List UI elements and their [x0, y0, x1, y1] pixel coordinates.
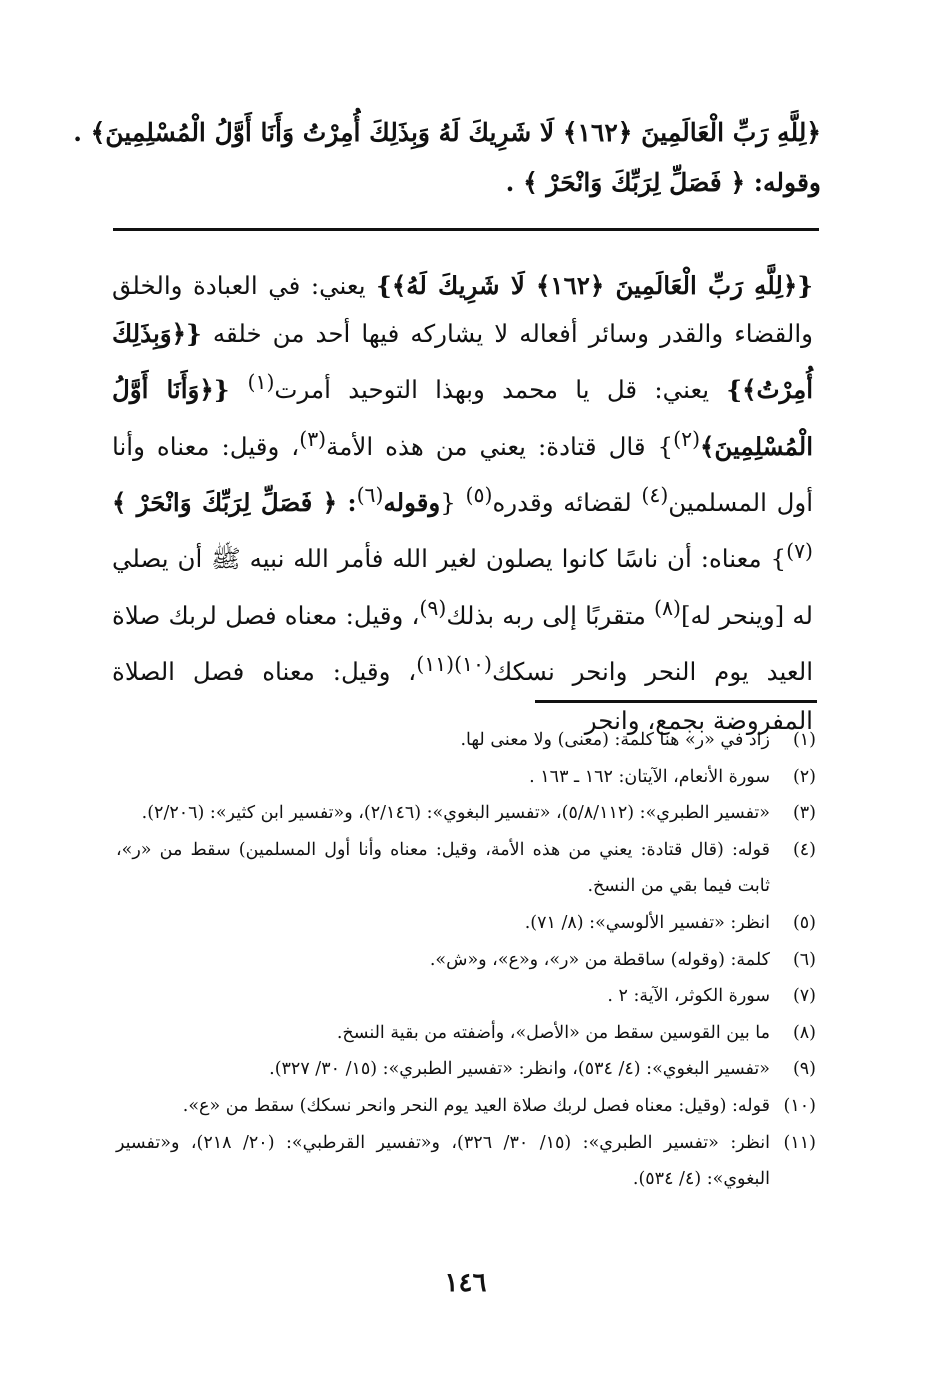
text-run: } معناه: أن ناسًا كانوا يصلون لغير الله فأمر الله نبيه ﷺ أن يصلي له [وينحر له] — [112, 544, 813, 630]
qawluhu-label: وقوله — [383, 488, 441, 518]
footnote — [116, 942, 816, 979]
footnote-text: قوله: (وقيل: معناه فصل لربك صلاة العيد يوم النحر وانحر نسكك) سقط من «ع». — [182, 1095, 770, 1116]
top-verse-block — [73, 108, 821, 208]
footnote-ref[interactable]: (٤) — [641, 483, 669, 508]
quran-quote: : ﴿ فَصَلِّ لِرَبِّكَ وَانْحَرْ ﴾ — [112, 488, 357, 518]
footnote — [116, 905, 816, 942]
footnote-text: سورة الأنعام، الآيتان: ١٦٢ ـ ١٦٣ . — [529, 766, 770, 787]
footnote-text: زاد في «ر» هنا كلمة: (معنى) ولا معنى لها. — [460, 730, 770, 750]
footnote — [116, 832, 816, 905]
footnote-number: (١٠) — [783, 1095, 816, 1116]
text-run: ، وقيل: معناه فصل لربك صلاة العيد يوم النحر وانحر نسكك — [112, 601, 813, 687]
footnote-number: (٨) — [792, 1022, 816, 1043]
footnote-text: قوله: (قال قتادة: يعني من هذه الأمة، وقيل: معناه وأنا أول المسلمين) سقط من «ر»، ثابت فيما بقي من النسخ. — [116, 839, 770, 897]
footnote-ref[interactable]: (٥) — [465, 483, 493, 508]
footnote-ref[interactable]: (٣) — [299, 426, 327, 451]
commentary-text — [112, 262, 813, 745]
footnote-ref[interactable]: (١٠) — [454, 652, 492, 677]
page-number: ١٤٦ — [444, 1268, 487, 1298]
footnote-number: (١١) — [783, 1132, 816, 1153]
footnote-ref[interactable]: (٩) — [419, 595, 447, 620]
footnote-text: «تفسير البغوي»: (٤/ ٥٣٤)، وانظر: «تفسير الطبري»: (١٥/ ٣٠/ ٣٢٧). — [269, 1059, 770, 1080]
footnote-text: انظر: «تفسير الطبري»: (١٥/ ٣٠/ ٣٢٦)، و«تفسير القرطبي»: (٢٠/ ٢١٨)، و«تفسير البغوي»: (٤/ ٥٣٤). — [116, 1132, 770, 1190]
footnote-divider — [535, 700, 817, 703]
text-run: يعني: في العبادة والخلق والقضاء والقدر وسائر أفعاله لا يشاركه فيها أحد من خلقه — [112, 271, 813, 349]
text-run: { — [440, 488, 466, 518]
footnote-number: (٩) — [792, 1059, 816, 1080]
text-run: يعني: قل يا محمد وبهذا التوحيد أمرت — [274, 375, 727, 405]
footnotes — [116, 722, 816, 1198]
quran-quote: {﴿وَأَنَا أَوَّلُ الْمُسْلِمِينَ﴾ — [112, 375, 814, 461]
footnote-number: (٥) — [792, 912, 816, 933]
footnote — [116, 722, 816, 759]
footnote-ref[interactable]: (١) — [247, 370, 275, 395]
quran-quote: {﴿وَبِذَلِكَ أُمِرْتُ﴾} — [112, 319, 813, 405]
footnote — [116, 1088, 816, 1125]
footnote — [116, 759, 816, 796]
footnote-text: سورة الكوثر، الآية: ٢ . — [607, 986, 770, 1007]
footnote — [116, 1125, 816, 1198]
footnote-ref[interactable]: (٧) — [786, 539, 813, 564]
footnote-number: (١) — [792, 730, 816, 750]
commentary-paragraph — [112, 262, 813, 745]
top-divider — [113, 228, 819, 231]
footnote-number: (٦) — [792, 949, 816, 970]
text-run: ، وقيل: معناه فصل الصلاة المفروضة بجمع، وانحر — [112, 657, 813, 735]
verse-line-2: وقوله: ﴿ فَصَلِّ لِرَبِّكَ وَانْحَرْ ﴾ . — [505, 168, 821, 197]
footnote-number: (٧) — [792, 986, 816, 1007]
footnote-text: ما بين القوسين سقط من «الأصل»، وأضفته من بقية النسخ. — [336, 1022, 770, 1043]
footnote-ref[interactable]: (٨) — [654, 595, 681, 620]
text-run: لقضائه وقدره — [492, 488, 642, 518]
text-run: ، وقيل: معناه وأنا أول المسلمين — [112, 431, 814, 518]
footnote — [116, 1015, 816, 1052]
quran-quote: {﴿لِلَّهِ رَبِّ الْعَالَمِينَ ﴿١٦٢﴾ لَا شَرِيكَ لَهُ﴾} — [376, 271, 813, 300]
footnote-text: انظر: «تفسير الألوسي»: (٨/ ٧١). — [524, 912, 770, 933]
footnote — [116, 795, 816, 832]
text-run: } قال قتادة: يعني من هذه الأمة — [326, 431, 674, 461]
footnote-ref[interactable]: (٦) — [356, 483, 384, 508]
footnote-text: «تفسير الطبري»: (٥/٨/١١٢)، «تفسير البغوي»: (٢/١٤٦)، و«تفسير ابن كثير»: (٢/٢٠٦). — [141, 803, 770, 824]
footnote-number: (٢) — [792, 766, 816, 787]
footnote-number: (٣) — [792, 803, 816, 824]
footnote-number: (٤) — [792, 839, 816, 860]
verse-line-1: ﴿لِلَّهِ رَبِّ الْعَالَمِينَ ﴿١٦٢﴾ لَا شَرِيكَ لَهُ وَبِذَلِكَ أُمِرْتُ وَأَنَا أَوَّلُ الْمُسْلِمِينَ﴾ . — [73, 118, 821, 147]
footnote — [116, 1051, 816, 1088]
footnote-ref[interactable]: (١١) — [416, 652, 455, 677]
footnote — [116, 978, 816, 1015]
footnote-text: كلمة: (وقوله) ساقطة من «ر»، و«ع»، و«ش». — [429, 949, 770, 970]
text-run: متقربًا إلى ربه بذلك — [446, 601, 655, 630]
footnote-ref[interactable]: (٢) — [673, 426, 701, 451]
